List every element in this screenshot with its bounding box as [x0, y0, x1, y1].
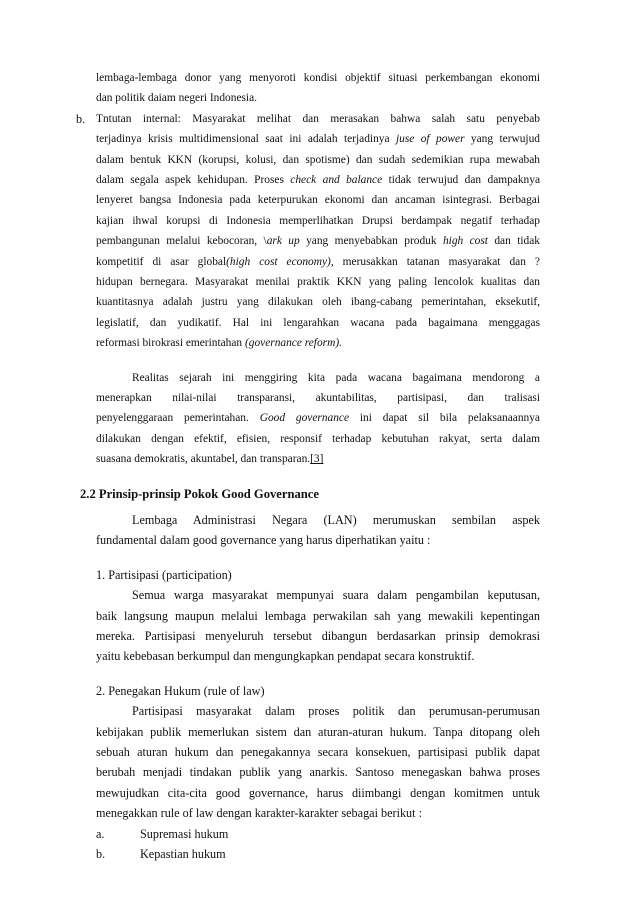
footnote-link[interactable]: [3] — [310, 453, 324, 466]
paragraph-line: penyelenggaraan pemerintahan. Good governance ini dapat sil bila pelaksanaannya — [96, 412, 540, 425]
paragraph-line: mereka. Partisipasi menyeluruh tersebut dibangun berdasarkan prinsip demokrasi — [96, 629, 540, 643]
paragraph-line: dan politik daiam negeri Indonesia. — [96, 92, 258, 105]
point-title: 1. Partisipasi (participation) — [96, 567, 232, 582]
paragraph-line: kompetitif di asar global(high cost economy), merusakkan tatanan masyarakat dan ? — [96, 255, 540, 268]
paragraph-line: reformasi birokrasi emerintahan (governance reform). — [96, 337, 342, 350]
paragraph-line: menerapkan nilai-nilai transparansi, akuntabilitas, partisipasi, dan tralisasi — [96, 392, 540, 404]
list-marker: b. — [76, 111, 86, 126]
paragraph-line: fundamental dalam good governance yang harus diperhatikan yaitu : — [96, 533, 431, 548]
paragraph-line: yaitu kebebasan berkumpul dan mengungkapkan pendapat secara konstruktif. — [96, 649, 475, 664]
paragraph-line: dalam segala aspek kehidupan. Proses check and balance tidak terwujud dan dampaknya — [96, 174, 540, 186]
paragraph-line: Realitas sejarah ini menggiring kita pada wacana bagaimana mendorong a — [132, 371, 540, 384]
sub-item-marker: a. — [96, 826, 105, 841]
sub-item-label: Supremasi hukum — [140, 826, 229, 841]
paragraph-line: Tntutan internal: Masyarakat melihat dan merasakan bahwa salah satu penyebab — [96, 112, 540, 125]
paragraph-line: legislatif, dan yudikatif. Hal ini lengarahkan wacana pada bagaimana menggagas — [96, 316, 540, 329]
paragraph-line: Lembaga Administrasi Negara (LAN) merumuskan sembilan aspek — [132, 513, 540, 527]
paragraph-line: kajian ihwal korupsi di Indonesia memperlihatkan Drupsi berdampak negatif terhadap — [96, 214, 540, 227]
paragraph-line: hidupan bernegara. Masyarakat menilai praktik KKN yang paling lencolok kualitas dan — [96, 276, 540, 288]
paragraph-line: menegakkan rule of law dengan karakter-karakter sebagai berikut : — [96, 806, 422, 821]
paragraph-line: lenyeret bangsa Indonesia pada keterpurukan ekonomi dan ancaman isintegrasi. Berbagai — [96, 194, 540, 207]
paragraph-line: terjadinya krisis multidimensional saat ini adalah terjadinya juse of power yang terwujud — [96, 133, 540, 146]
paragraph-line: kuantitasnya adalah justru yang dilakukan oleh ibang-cabang pemerintahan, eksekutif, — [96, 296, 540, 309]
paragraph-line: Semua warga masyarakat mempunyai suara dalam pengambilan keputusan, — [132, 588, 540, 603]
sub-item-label: Kepastian hukum — [140, 847, 226, 861]
sub-item-marker: b. — [96, 847, 106, 861]
paragraph-line: suasana demokratis, akuntabel, dan transparan.[3] — [96, 453, 324, 466]
paragraph-line: Partisipasi masyarakat dalam proses politik dan perumusan-perumusan — [132, 704, 540, 719]
paragraph-line: lembaga-lembaga donor yang menyoroti kondisi objektif situasi perkembangan ekonomi — [96, 72, 540, 84]
paragraph-line: kebijakan publik memerlukan sistem dan aturan-aturan hukum. Tanpa ditopang oleh — [96, 724, 540, 739]
paragraph-line: dalam bentuk KKN (korupsi, kolusi, dan spotisme) dan sudah sedemikian rupa mewabah — [96, 153, 540, 166]
paragraph-line: dilakukan dengan efektif, efisien, responsif terhadap kebutuhan rakyat, serta dalam — [96, 432, 540, 445]
paragraph-line: berubah menjadi tindakan publik yang anarkis. Santoso menegaskan bahwa proses — [96, 765, 540, 780]
point-title: 2. Penegakan Hukum (rule of law) — [96, 683, 265, 698]
paragraph-line: mewujudkan cita-cita good governance, harus diimbangi dengan komitmen untuk — [96, 785, 540, 800]
paragraph-line: baik langsung maupun melalui lembaga perwakilan sah yang mewakili kepentingan — [96, 608, 540, 623]
paragraph-line: sebuah aturan hukum dan penegakannya secara konsekuen, partisipasi publik dapat — [96, 745, 540, 759]
paragraph-line: pembangunan melalui kebocoran, \ark up yang menyebabkan produk high cost dan tidak — [96, 235, 540, 248]
section-heading: 2.2 Prinsip-prinsip Pokok Good Governance — [80, 486, 319, 501]
